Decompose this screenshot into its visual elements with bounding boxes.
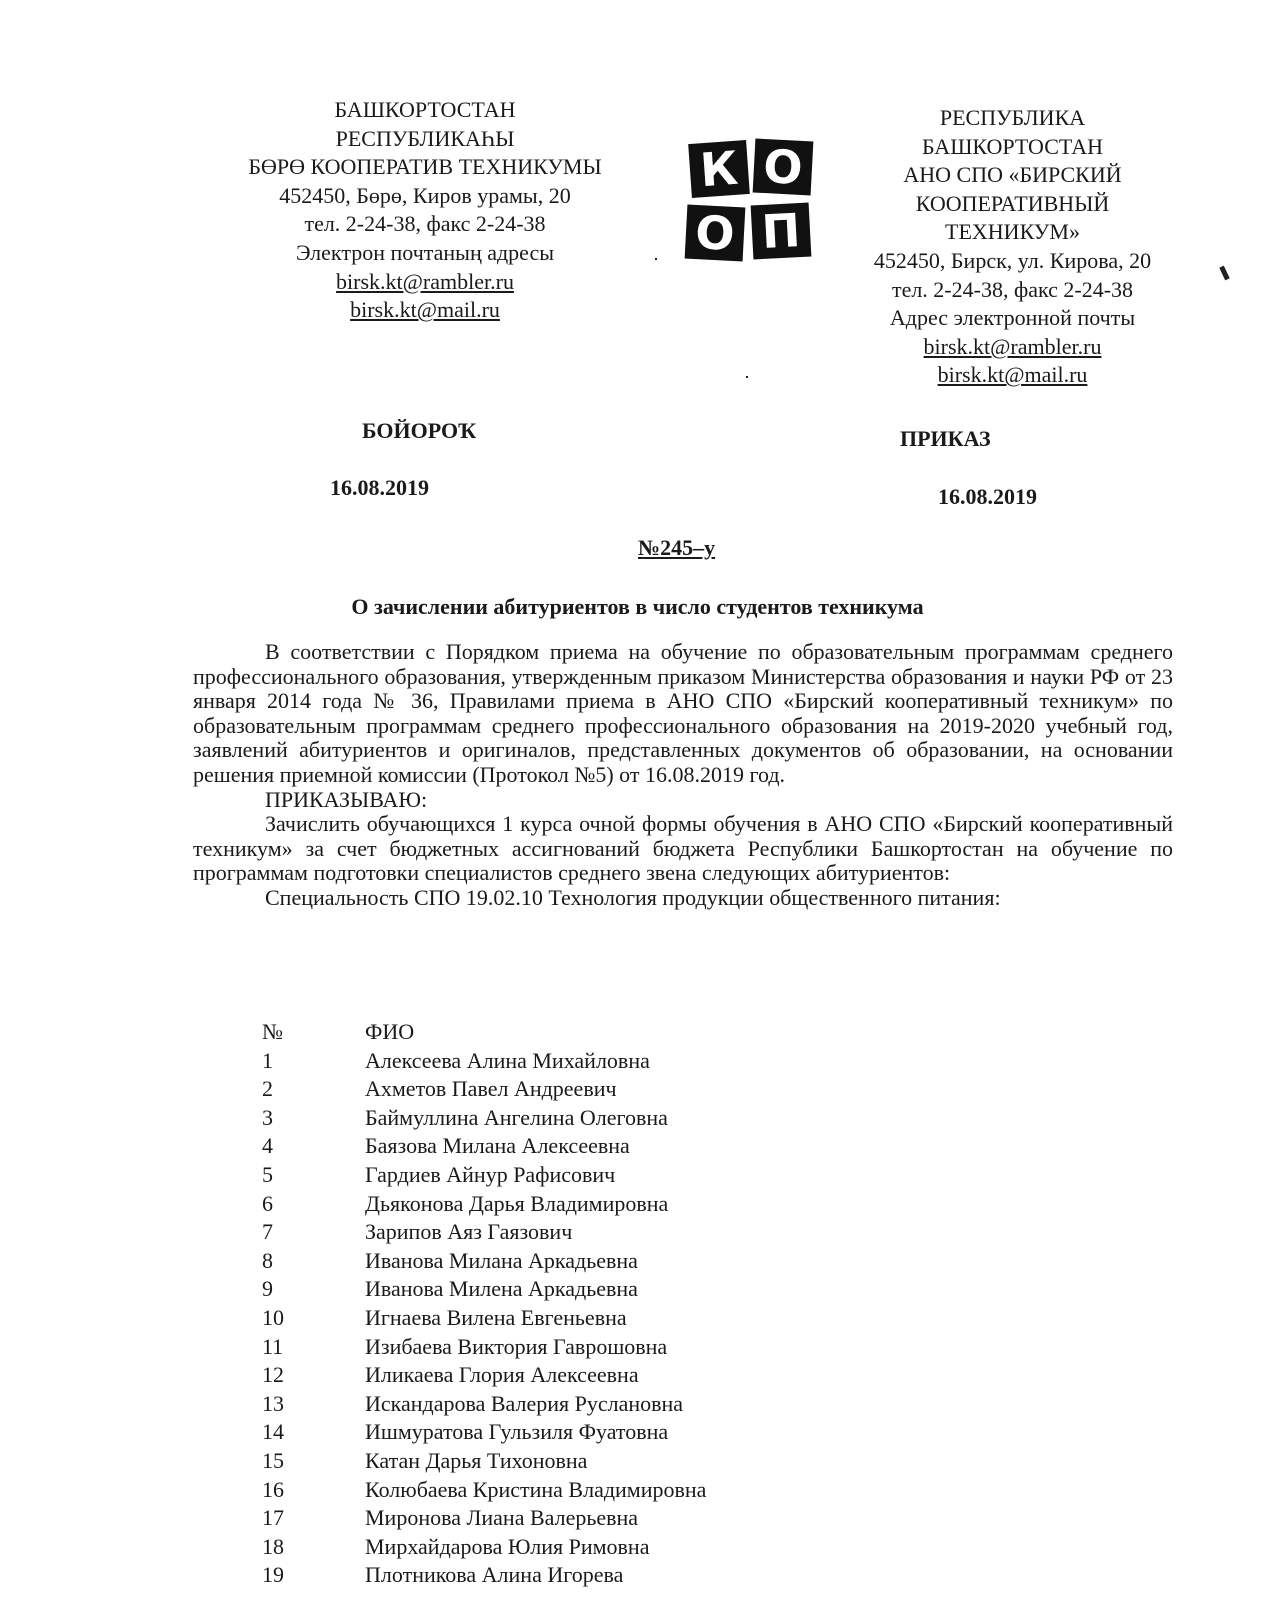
row-number: 15 [262, 1447, 284, 1473]
specialty-line: Специальность СПО 19.02.10 Технология продукции общественного питания: [265, 884, 1001, 910]
student-name: Игнаева Вилена Евгеньевна [365, 1304, 627, 1330]
scan-mark [655, 258, 657, 260]
logo-tile: П [751, 203, 812, 260]
row-number: 6 [262, 1190, 273, 1216]
row-number: 13 [262, 1390, 284, 1416]
scan-mark [746, 376, 748, 378]
header-left [195, 96, 655, 325]
row-number: 4 [262, 1133, 273, 1159]
header-right-line: ТЕХНИКУМ» [945, 219, 1080, 245]
student-name: Ахметов Павел Андреевич [365, 1076, 617, 1102]
doc-date-left: 16.08.2019 [330, 475, 429, 500]
header-left-line: БӨРӨ КООПЕРАТИВ ТЕХНИКУМЫ [248, 154, 602, 180]
scan-mark [1219, 266, 1229, 281]
header-right-email-link[interactable]: birsk.kt@mail.ru [937, 362, 1088, 388]
student-name: Иликаева Глория Алексеевна [365, 1362, 639, 1388]
header-left-email-link[interactable]: birsk.kt@rambler.ru [336, 268, 514, 294]
header-left-line: БАШКОРТОСТАН [334, 97, 516, 122]
header-right-line: БАШКОРТОСТАН [921, 133, 1104, 159]
row-number: 2 [262, 1076, 273, 1102]
order-number: №245–у [638, 535, 716, 560]
doc-title-russian: ПРИКАЗ [900, 426, 991, 451]
logo-tile: О [753, 139, 814, 196]
student-name: Миронова Лиана Валерьевна [365, 1505, 639, 1531]
paragraph-basis: В соответствии с Порядком приема на обучение по образовательным программам среднего профессионального образования, утвержденным приказом Министерства образования и науки РФ от 23 января 2014 года № 36, Правилами приема в АНО СПО «Бирский кооперативный техникум» по образовательным программам среднего профессионального образования на 2019-2020 учебный год, заявлений абитуриентов и оригиналов, представленных документов об образовании, на основании решения приемной комиссии (Протокол №5) от 16.08.2019 год. [193, 639, 1173, 787]
order-word: ПРИКАЗЫВАЮ: [265, 786, 428, 812]
student-name: Катан Дарья Тихоновна [365, 1447, 588, 1473]
logo-tile: К [688, 140, 750, 198]
row-number: 5 [262, 1161, 273, 1187]
student-name: Дьяконова Дарья Владимировна [365, 1190, 669, 1216]
student-name: Иванова Милана Аркадьевна [365, 1247, 638, 1273]
row-number: 19 [262, 1562, 284, 1588]
row-number: 18 [262, 1533, 284, 1559]
student-name: Колюбаева Кристина Владимировна [365, 1476, 707, 1502]
column-name-header: ФИО [365, 1019, 415, 1044]
header-right-email-label: Адрес электронной почты [889, 305, 1136, 331]
order-body [193, 640, 1173, 911]
row-number: 10 [262, 1304, 284, 1330]
student-name: Иванова Милена Аркадьевна [365, 1276, 638, 1302]
paragraph-enrollment: Зачислить обучающихся 1 курса очной формы обучения в АНО СПО «Бирский кооперативный техникум» за счет бюджетных ассигнований бюджета Республики Башкортостан на обучение по программам подготовки специалистов среднего звена следующих абитуриентов: [193, 811, 1173, 886]
student-name: Баймуллина Ангелина Олеговна [365, 1104, 668, 1130]
student-name: Изибаева Виктория Гаврошовна [365, 1333, 668, 1359]
header-right-address: 452450, Бирск, ул. Кирова, 20 [873, 247, 1152, 273]
row-number: 12 [262, 1362, 284, 1388]
row-number: 8 [262, 1247, 273, 1273]
student-name: Ишмуратова Гульзиля Фуатовна [365, 1419, 669, 1445]
row-number: 16 [262, 1476, 284, 1502]
row-number: 17 [262, 1505, 284, 1531]
header-left-email-label: Электрон почтаның адресы [295, 239, 555, 265]
header-left-email-link[interactable]: birsk.kt@mail.ru [350, 297, 500, 323]
header-left-line: РЕСПУБЛИКАҺЫ [335, 125, 515, 151]
header-right-phone: тел. 2-24-38, факс 2-24-38 [891, 276, 1134, 302]
logo-tile: О [685, 205, 746, 262]
row-number: 14 [262, 1419, 284, 1445]
row-number: 9 [262, 1276, 273, 1302]
header-left-phone: тел. 2-24-38, факс 2-24-38 [304, 211, 546, 237]
doc-title-bashkir: БОЙОРОҠ [362, 418, 477, 443]
student-name: Мирхайдарова Юлия Римовна [365, 1533, 650, 1559]
student-name: Зарипов Аяз Гаязович [365, 1219, 573, 1245]
student-name: Алексеева Алина Михайловна [365, 1047, 650, 1073]
doc-date-right: 16.08.2019 [938, 484, 1037, 509]
header-right-line: РЕСПУБЛИКА [939, 105, 1086, 130]
row-number: 3 [262, 1104, 273, 1130]
row-number: 1 [262, 1047, 273, 1073]
header-right-email-link[interactable]: birsk.kt@rambler.ru [923, 333, 1102, 359]
row-number: 11 [262, 1333, 284, 1359]
order-subject: О зачислении абитуриентов в число студентов техникума [351, 594, 924, 619]
column-number-header: № [262, 1019, 283, 1044]
header-right [840, 104, 1185, 390]
student-name: Баязова Милана Алексеевна [365, 1133, 630, 1159]
header-right-line: КООПЕРАТИВНЫЙ [915, 190, 1110, 216]
header-right-line: АНО СПО «БИРСКИЙ [903, 162, 1122, 188]
student-name: Искандарова Валерия Руслановна [365, 1390, 684, 1416]
student-name: Плотникова Алина Игорева [365, 1562, 624, 1588]
header-left-address: 452450, Бөрө, Киров урамы, 20 [279, 182, 571, 208]
student-name: Гардиев Айнур Рафисович [365, 1161, 616, 1187]
row-number: 7 [262, 1219, 273, 1245]
koop-logo [680, 136, 820, 268]
